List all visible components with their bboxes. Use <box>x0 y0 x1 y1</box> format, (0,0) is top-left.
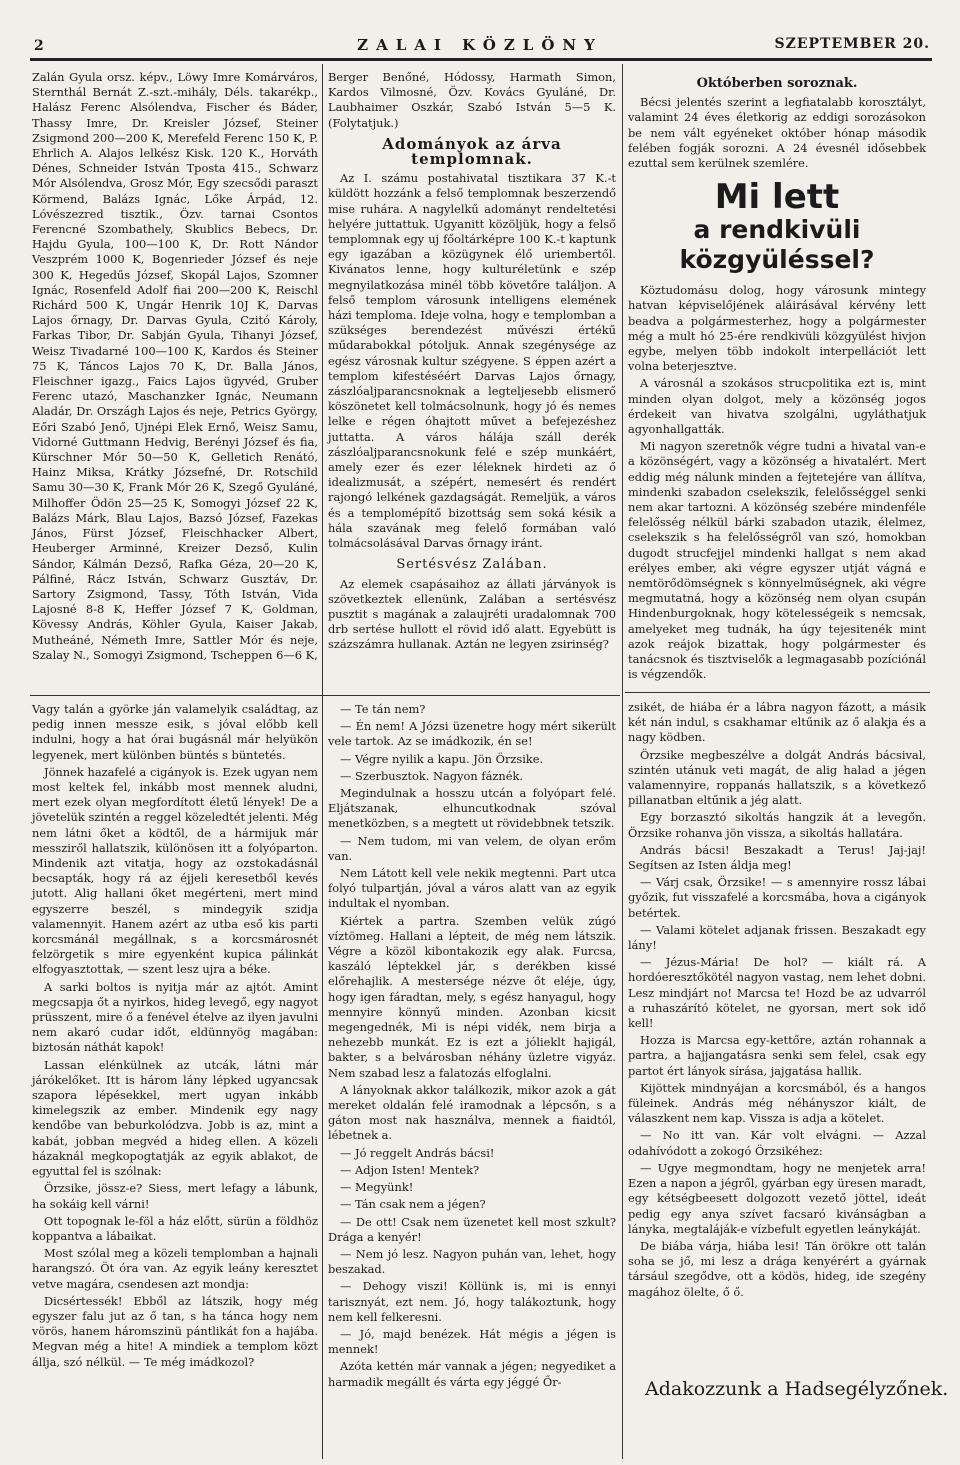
story-column-1 <box>32 702 318 1372</box>
story-paragraph: — Megyünk! <box>340 1180 414 1195</box>
donor-list-continued: Berger Benőné, Hódossy, Harmath Simon, Kardos Vilmosné, Özv. Kovács Gyuláné, Dr. Laubhaimer Oszkár, Szabó István 5—5 K. (Folytatjuk.) <box>328 70 616 130</box>
story-paragraph: András bácsi! Beszakadt a Terus! Jaj-jaj! Segítsen az Isten áldja meg! <box>628 842 926 873</box>
story-paragraph: — Én nem! A Józsi üzenetre hogy mért sikerült vele tartok. Az se imádkozik, én se! <box>328 719 616 749</box>
story-paragraph: — Végre nyilik a kapu. Jön Örzsike. <box>340 751 544 766</box>
story-paragraph: Kijöttek mindnyájan a korcsmából, és a hangos füleinek. András még néhányszor kiált, de válaszkent nem kap. Vissza is adja a kötelet. <box>628 1080 926 1126</box>
section-rule <box>30 695 620 696</box>
story-paragraph: — Te tán nem? <box>340 702 426 716</box>
middle-column-top <box>328 70 616 655</box>
story-paragraph: — Jó reggelt András bácsi! <box>340 1145 495 1160</box>
story-paragraph: Hozza is Marcsa egy-kettőre, aztán rohannak a partra, a hajjangatásra senki sem felel, csak egy partot ért lányok sírása, jajgatása hallik. <box>628 1033 926 1078</box>
section-rule-right <box>625 692 930 693</box>
story-paragraph: Lassan elénkülnek az utcák, látni már járókelőket. Itt is három lány lépked ugyancsak szapora lépésekkel, mert ugyan inkább kimelegszik az ember. Mindenik egy nagy kendőbe van beburkolódzva. Jobb is az, mint a kabát, jobban megvéd a hideg ellen. A közeli házaknál megkopogtatják az egyik ablakot, de egyuttal fel is szólnak: <box>32 1057 318 1179</box>
article-heading-donations: Adományok az árva templomnak. <box>382 134 562 169</box>
story-paragraph: — Jó, majd benézek. Hát mégis a jégen is mennek! <box>328 1326 616 1357</box>
headline-main: Mi lett <box>714 177 840 218</box>
story-paragraph: — Várj csak, Örzsike! — s amennyire rossz lábai győzik, fut visszafelé a korcsmába, hova a cigányok betértek. <box>628 875 926 920</box>
story-paragraph: Jönnek hazafelé a cigányok is. Ezek ugyan nem most keltek fel, inkább most mennek aludni, mert ezek olyan megfordított életű lények! De a jövetelük szintén a reggel közeledtét jelenti. Még nem látni őket a ködtől, de a hármijuk már messziről hallatszik, különösen itt a folyóparton. Mindenik azt vitatja, hogy az ozstokadásnál becsapták, hogy rá az éjjeli keresetből kevés jutott. Alig hallani őket megérteni, mert mind egyszerre beszél, s mindegyik szidja valamennyit. Hanem azért az utba eső kis parti korcsmánál megállnak, s a korcsmárosnét felzörgetik s mire egyenként kupica pálinkát elfogyasztottak, — szent lesz ujra a béke. <box>32 764 318 977</box>
story-paragraph: — Valami kötelet adjanak frissen. Beszakadt egy lány! <box>628 922 926 953</box>
story-paragraph: — Jézus-Mária! De hol? — kiált rá. A hordóeresztőkötél nagyon vastag, nem lehet dobni. Lesz mindjárt no! Marcsa te! Hozd be az udvarról a ruhaszárító kötelet, ne gyorsan, mert sok idő kell! <box>628 955 926 1031</box>
story-paragraph: Örzsike megbeszélve a dolgát András bácsival, szintén utánuk veti magát, de alig halad a jégen valamennyire, roppanás hallatszik, s a következő pillanatban eltűnik a jég alatt. <box>628 747 926 808</box>
column-rule-left <box>322 64 323 1459</box>
story-paragraph: — Nem jó lesz. Nagyon puhán van, lehet, hogy beszakad. <box>328 1246 616 1277</box>
masthead <box>0 0 960 60</box>
masthead-rule <box>30 58 932 61</box>
story-paragraph: Dicsértessék! Ebből az látszik, hogy még egyszer falu jut az ő tan, s ha tánca hogy nem vörös, hanem háromszinü pántlikát fon a hajába. Megvan még a hite! A mindiek a templom közt állja, szó nélkül. — Te még imádkozol? <box>32 1293 318 1369</box>
story-paragraph: Örzsike, jössz-e? Siess, mert lefagy a lábunk, ha sokáig kell várni! <box>32 1181 318 1211</box>
article-body-swine-fever: Az elemek csapásaihoz az állati járványok is szövetkeztek ellenünk, Zalában a sertésvész pusztit s magának a zalaujréti uradalomnak 700 drb sertése hullott el rövid idő alatt. Egyebütt is százszámra hullanak. Aztán ne legyen zsirinség? <box>328 576 616 652</box>
footer-appeal: Adakozzunk a Hadsegélyzőnek. <box>645 1378 949 1400</box>
story-paragraph: — Ugye megmondtam, hogy ne menjetek arra! Ezen a napon a jégről, gyárban egy üresen maradt, egy kétségbeesett dolgozott vezető jöttel, ideát pedig egy anya szívet facsaró kivánságban a lányka, megtaláják-e vízbefult egyetlen leánykáját. <box>628 1160 926 1236</box>
story-paragraph: Azóta kettén már vannak a jégen; negyediket a harmadik megállt és várta egy jéggé Őr- <box>328 1359 616 1389</box>
story-paragraph: Most szólal meg a közeli templomban a hajnali harangszó. Öt óra van. Az egyik leány keresztet vetve magára, csendesen azt mondja: <box>32 1246 318 1291</box>
story-paragraph: zsikét, de hiába ér a lábra nagyon fázott, a másik két nán indul, s csakhamar eltűnik az ő alakja és a nagy ködben. <box>628 700 926 745</box>
story-paragraph: — Dehogy viszi! Köllünk is, mi is ennyi tarisznyát, ezt nem. Jó, hogy talákoztunk, hogy nem kell felkeresni. <box>328 1279 616 1324</box>
story-paragraph: De biába várja, hiába lesi! Tán örökre ott talán soha se jő, mi lesz a drága kenyérért a gyárnak társául szegődve, ott a ködös, hideg, ide szegény magához ölelte, ő ő. <box>628 1238 926 1299</box>
headline-sub: a rendkivüli közgyüléssel? <box>679 215 875 275</box>
story-paragraph: A lányoknak akkor találkozik, mikor azok a gát mereket oldalán felé iramodnak a lépcsőn, s a gáton most nak használva, mennek a fiaidtól, lébetnek a. <box>328 1082 616 1143</box>
article-body-assembly-3: Mi nagyon szeretnők végre tudni a hivatal van-e a közönségért, vagy a közönség a hivatalért. Mert eddig még nálunk minden a fejtetejére van állítva, mindenki szabadon cselekszik, felelősséggel senki nem akar tartozni. A közönség szebére mindenféle felelősség nélkül bárki szabadon utazik, élelmez, cselekszik s ha felelősségről van szó, homokban dugodt strucfejjel mindenki hallgat s nem akad erélyes ember, aki végre egyszer utját vágná e nemtörődömségnek s könnyelműségnek, aki végre megmutatná, hogy a közönség nem olyan csupán Hindenburgoknak, hogy kötelességeik s nemcsak, amelyeket meg tudnák, ha úgy tejesitenék mint azok reájok bizattak, hogy polgármester és tanácsnok és tisztviselők a legmagasabb pozíciónál is végzendők. <box>628 439 926 682</box>
article-heading-conscription: Októberben soroznak. <box>696 76 858 91</box>
article-body-conscription: Bécsi jelentés szerint a legfiatalabb korosztályt, valamint 24 éves életkorig az eddigi sorozásokon be nem vált egyéneket október hónap második felében fogják sorozni. A 24 évesnél idősebbek ezuttal sem kerülnek szemlére. <box>628 95 926 171</box>
article-body-assembly-2: A városnál a szokásos strucpolitika ezt is, mint minden olyan dolgot, mely a közönség jogos érdekeit van hivatva szolgálni, ugyláthatjuk agyonhallgatták. <box>628 376 926 437</box>
right-column-top <box>628 70 926 685</box>
donor-list-text: Zalán Gyula orsz. képv., Löwy Imre Komárváros, Sternthál Bernát Z.-szt.-mihály, Déls. takarékp., Halász Ferenc Alsólendva, Fischer és Báder, Thassy Imre, Dr. Kreisler József, Steiner Zsigmond 200—200 K, Merefeld Ferenc 150 K, P. Ehrlich A. Alajos lelkész Kisk. 120 K., Horváth Dénes, Schneider István Tposta 415., Schwarz Mór Alsólendva, Grosz Mór, Egy szecsődi paraszt Körmend, Balázs Ignác, Lőke Árpád, 12. Lóvészezred tisztik., Özv. tarnai Csontos Ferencné Szombathely, Skublics Bebecs, Dr. Hajdu Gyula, 100—100 K, Dr. Rott Nándor Veszprém 1000 K, Bogenrieder József és neje 300 K, Hegedűs József, Skopál Lajos, Szomner Ignác, Rosenfeld Adolf fiai 200—200 K, Reischl Richárd 500 K, Ungár Henrik 10J K, Darvas Lajos őrnagy, Dr. Darvas Gyula, Czitó Károly, Farkas Tibor, Dr. Sabján Gyula, Tihanyi József, Weisz Tivadarné 100—100 K, Kardos és Steiner 75 K, Táncos Lajos 70 K, Dr. Balla János, Fleischner igazg., Faics Lajos ügyvéd, Gruber Ferenc utazó, Maschanzker Ignác, Neumann Aladár, Dr. Országh Lajos és neje, Petrics György, Eőri Szabó Jenő, Ujnépi Elek Ernő, Weisz Samu, Vidorné Guttmann Hedvig, Berényi József és fia, Kürschner Mór 50—50 K, Gelletich Renátó, Hainz Miksa, Krátky Józsefné, Dr. Rotschild Samu 30—30 K, Frank Mór 26 K, Szegő Gyuláné, Milhoffer Ödön 25—25 K, Somogyi József 22 K, Balázs Márk, Blau Lajos, Bazsó József, Fazekas János, Fürst József, Fleischhacker Albert, Heuberger Arminné, Kreizer Dezső, Kulin Sándor, Kálmán Dezső, Rafka Géza, 20—20 K, Pálfiné, Rácz István, Schwarz Gusztáv, Dr. Sartory Zsigmond, Tassy, Tóth István, Vida Lajosné 8-8 K, Heffer József 7 K, Goldman, Kövessy András, Köhler Gyula, Kaiser Jakab, Mutheáné, Németh Imre, Sattler Mór és neje, Szalay N., Somogyi Zsigmond, Tscheppen 6—6 K, <box>32 70 318 662</box>
story-paragraph: Nem Látott kell vele nekik megtenni. Part utca folyó tulpartján, jóval a város alatt van az egyik indultak el nyomban. <box>328 866 616 911</box>
story-paragraph: — De ott! Csak nem üzenetet kell most szkult? Drága a kenyér! <box>328 1214 616 1244</box>
story-paragraph: — Tán csak nem a jégen? <box>340 1197 486 1212</box>
column-rule-right <box>622 64 623 1459</box>
article-body-donations: Az I. számu postahivatal tisztikara 37 K.-t küldött hozzánk a felső templomnak beszerzendő mise ruhára. A nagylelkű adományt rendeltetési helyére juttattuk. Ugyanitt közöljük, hogy a felső templomnak egy uj főoltárképre 100 K.-t kaptunk egy igazában a közügynek élő uriembertől. Kivánatos lenne, hogy kulturéletünk e szép megnyilatkozása minél több követőre találjon. A felső templom városunk intelligens elemének házi temploma. Ideje volna, hogy e templomban a szükséges berendezést művészi értékű műdarabokkal pótoljuk. Annak szegénysége az egész városnak kultur szégyene. S éppen azért a templom kifestéséért Darvas Lajos őrnagy, zászlóaljparancsnoknak a legteljesebb elismerő köszönetet kell tolmácsolnunk, hogy jó és nemes lelke e régen óhajtott művet a befejezéshez juttatta. A város hálája száll derék zászlóaljparancsnokunk felé e szép munkáért, amely ezer és ezer léleknek hirdeti az ő idealizmusát, a szépért, nemesért és rendért rajongó lelkének gazdagságát. Remeljük, a város és a templomépítő bizottság sem soká késik a hála szavának meg felelő formában való tolmácsolásával Darvas őrnagy iránt. <box>328 171 616 551</box>
story-paragraph: — Adjon Isten! Mentek? <box>340 1162 480 1177</box>
donor-list <box>32 70 318 665</box>
story-paragraph: — Nem tudom, mi van velem, de olyan erőm van. <box>328 833 616 863</box>
story-column-3 <box>628 700 926 1302</box>
story-paragraph: Vagy talán a györke ján valamelyik családtag, az pedig innen messze esik, s jóval előbb kell indulni, hogy a hat órai bugásnál már helyükön legyenek, mert különben büntés s büntetés. <box>32 702 318 762</box>
page-number: 2 <box>34 38 44 54</box>
story-paragraph: A sarki boltos is nyitja már az ajtót. Amint megcsapja őt a nyirkos, hideg levegő, egy nagyot prüsszent, mire ő a fenével ételve az ilyen javulni nem akaró cudar időt, eldünnyög magában: biztosán náthát kapok! <box>32 979 318 1055</box>
article-heading-swine-fever: Sertésvész Zalában. <box>396 557 548 573</box>
story-paragraph: Ott topognak le-föl a ház előtt, sürün a földhöz koppantva a lábaikat. <box>32 1213 318 1243</box>
story-paragraph: Egy borzasztó sikoltás hangzik át a levegőn. Örzsike rohanva jön vissza, a sikoltás hallatára. <box>628 810 926 840</box>
story-column-2 <box>328 702 616 1392</box>
newspaper-title: ZALAI KÖZLÖNY <box>357 36 603 54</box>
story-paragraph: Megindulnak a hosszu utcán a folyópart felé. Eljátszanak, elhuncutkodnak szóval menetközben, s a megtett ut rövidebbnek tetszik. <box>328 786 616 831</box>
story-paragraph: Kiértek a partra. Szemben velük zúgó víztömeg. Hallani a lépteit, de még nem látszik. Végre a közöl kibontakozik egy alak. Furcsa, kaszáló léptekkel jár, s derékben kissé előrehajlik. A mestersége nézve őt eléje, úgy, hogy igen fáradtan, mely, s egész hanyagul, hogy mennyire könnyű minden. Azonban kicsit megengednék, Mi is népi vidék, nem birja a nehezebb munkát. Ez is ezt a jólieklt hajigál, bakter, s a belvárosban néhány üzletre vigyáz. Nem szabad lesz a falatozás elfoglalni. <box>328 913 616 1080</box>
issue-date: SZEPTEMBER 20. <box>774 36 930 52</box>
story-paragraph: — Szerbusztok. Nagyon fáznék. <box>340 768 523 783</box>
article-body-assembly-1: Köztudomásu dolog, hogy városunk mintegy hatvan képviselőjének aláirásával kérvény lett beadva a polgármesterhez, hogy a polgármester még a mult hó 25-ére rendkivüli közgyülést hivjon egybe, melyen több indokolt interpellációt lett volna beterjesztve. <box>628 283 926 374</box>
story-paragraph: — No itt van. Kár volt elvágni. — Azzal odahívódott a zokogó Örzsikéhez: <box>628 1128 926 1158</box>
